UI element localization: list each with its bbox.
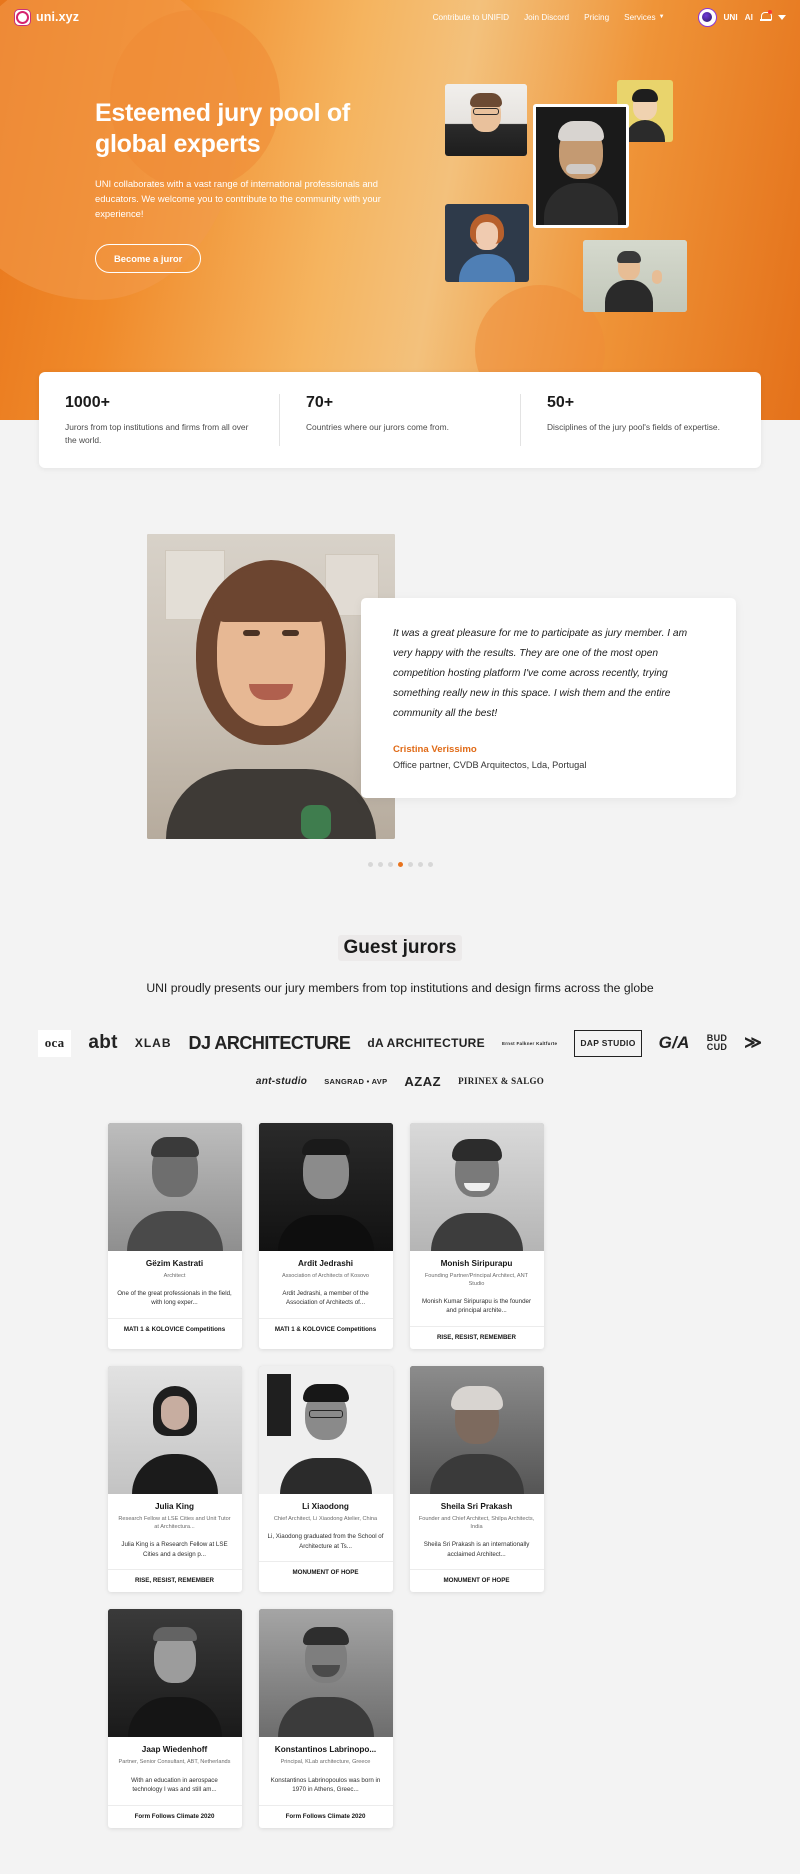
juror-card[interactable] <box>108 1366 242 1592</box>
juror-card-body <box>108 1494 242 1559</box>
juror-card-body <box>108 1251 242 1308</box>
juror-description: Sheila Sri Prakash is an internationally acclaimed Architect... <box>423 1541 530 1558</box>
nav-link-pricing[interactable]: Pricing <box>584 12 610 22</box>
juror-card-body <box>108 1737 242 1794</box>
partner-logos <box>44 1030 763 1095</box>
juror-photo-1 <box>445 84 527 156</box>
notifications-bell-icon[interactable] <box>760 11 771 23</box>
carousel-dot[interactable] <box>418 862 423 867</box>
juror-name: Sheila Sri Prakash <box>440 1501 513 1511</box>
juror-card-body <box>259 1251 393 1308</box>
juror-name: Jaap Wiedenhoff <box>141 1745 208 1755</box>
juror-card-photo <box>259 1609 393 1737</box>
juror-description: Julia King is a Research Fellow at LSE Cities and a design p... <box>121 1541 228 1558</box>
juror-competition-tag: Form Follows Climate 2020 <box>259 1805 393 1828</box>
juror-card-photo <box>410 1366 544 1494</box>
stat-item <box>520 394 761 446</box>
juror-photo-4 <box>445 204 529 282</box>
juror-role: Research Fellow at LSE Cities and Unit Tutor at Architectura... <box>118 1515 231 1531</box>
carousel-dot[interactable] <box>428 862 433 867</box>
logo-row-2 <box>120 1068 680 1095</box>
juror-card-photo <box>259 1366 393 1494</box>
juror-description: With an education in aerospace technology I was and still am... <box>131 1776 218 1794</box>
juror-card[interactable] <box>108 1123 242 1349</box>
juror-card-body <box>259 1494 393 1551</box>
testimonial <box>39 534 761 844</box>
stat-description: Jurors from top institutions and firms from all over the world. <box>65 422 249 445</box>
logo-da-architecture: dA ARCHITECTURE <box>367 1036 485 1051</box>
carousel-dot-active[interactable] <box>398 862 403 867</box>
carousel-dot[interactable] <box>378 862 383 867</box>
juror-card[interactable] <box>108 1609 242 1827</box>
juror-name: Konstantinos Labrinopo... <box>274 1745 377 1755</box>
juror-photo-3 <box>533 104 629 228</box>
logo-xlab: XLAB <box>134 1036 172 1051</box>
juror-role: Principal, KLab architecture, Greece <box>280 1759 371 1766</box>
carousel-dots[interactable] <box>0 862 800 867</box>
testimonial-photo <box>147 534 395 839</box>
stat-description: Countries where our jurors come from. <box>306 422 449 432</box>
juror-name: Li Xiaodong <box>302 1501 349 1511</box>
become-a-juror-button[interactable]: Become a juror <box>95 244 201 273</box>
stat-description: Disciplines of the jury pool's fields of expertise. <box>547 422 720 432</box>
stat-item <box>39 394 279 446</box>
brand-logo-link[interactable] <box>14 9 79 26</box>
logo-ernst-falkner: Ernst Falkner Kaltfurte <box>501 1040 558 1046</box>
page-title: Esteemed jury pool of global experts <box>95 99 350 158</box>
avatar[interactable] <box>698 8 717 27</box>
juror-competition-tag: MATI 1 & KOLOVICE Competitions <box>259 1318 393 1341</box>
juror-competition-tag: MONUMENT OF HOPE <box>410 1569 544 1592</box>
hero-subtitle: UNI collaborates with a vast range of international professionals and educators. We welcome you to contribute to the community with your experience! <box>95 178 381 220</box>
juror-card[interactable] <box>259 1123 393 1349</box>
logo-ga: G/A <box>658 1033 690 1053</box>
logo-azaz: AZAZ <box>404 1073 442 1089</box>
juror-card-photo <box>410 1123 544 1251</box>
logo-dj-architecture: DJ ARCHITECTURE <box>188 1032 351 1053</box>
top-navigation-bar <box>0 0 800 34</box>
hero-copy <box>95 98 425 273</box>
juror-card[interactable] <box>410 1123 544 1349</box>
carousel-dot[interactable] <box>388 862 393 867</box>
stat-item <box>279 394 520 446</box>
logo-dap-studio: DAP STUDIO <box>574 1030 641 1057</box>
brand-name: uni.xyz <box>36 10 80 24</box>
section-title: Guest jurors <box>338 935 463 961</box>
logo-sangrad-avp: SANGRAD • AVP <box>324 1076 388 1086</box>
juror-description: Konstantinos Labrinopoulos was born in 1970 in Athens, Greec... <box>270 1776 381 1794</box>
testimonial-card <box>361 598 736 798</box>
juror-name: Julia King <box>154 1501 195 1511</box>
juror-card-photo <box>108 1366 242 1494</box>
juror-card[interactable] <box>410 1366 544 1592</box>
juror-competition-tag: Form Follows Climate 2020 <box>108 1805 242 1828</box>
juror-description: Li, Xiaodong graduated from the School of Architecture at Ts... <box>267 1533 384 1550</box>
nav-services-label: Services <box>624 12 656 22</box>
juror-card-photo <box>108 1123 242 1251</box>
juror-card-body <box>259 1737 393 1794</box>
juror-card-photo <box>108 1609 242 1737</box>
juror-card[interactable] <box>259 1609 393 1827</box>
juror-role: Founder and Chief Architect, Shilpa Architects, India <box>418 1515 535 1531</box>
juror-name: Gëzim Kastrati <box>145 1258 204 1268</box>
stat-number: 50+ <box>547 394 575 411</box>
notification-dot <box>768 10 772 14</box>
juror-card-photo <box>259 1123 393 1251</box>
juror-card[interactable] <box>259 1366 393 1592</box>
carousel-dot[interactable] <box>408 862 413 867</box>
section-heading-row <box>0 935 800 961</box>
testimonial-author-name: Cristina Verissimo <box>393 743 477 755</box>
stat-number: 1000+ <box>65 394 110 411</box>
juror-role: Partner, Senior Consultant, ABT, Netherlands <box>118 1759 231 1766</box>
section-subtitle: UNI proudly presents our jury members from top institutions and design firms across the globe <box>146 981 654 996</box>
testimonial-author-role: Office partner, CVDB Arquitectos, Lda, Portugal <box>393 759 587 770</box>
juror-competition-tag: RISE, RESIST, REMEMBER <box>410 1326 544 1349</box>
stats-card <box>39 372 761 468</box>
ai-badge[interactable]: AI <box>744 12 753 22</box>
carousel-dot[interactable] <box>368 862 373 867</box>
user-menu-chevron-down-icon[interactable] <box>778 15 786 20</box>
logo-oca: oca <box>38 1030 72 1057</box>
juror-competition-tag: RISE, RESIST, REMEMBER <box>108 1569 242 1592</box>
hero-photo-collage <box>445 72 705 312</box>
uni-logo-icon <box>14 9 31 26</box>
nav-link-contribute[interactable]: Contribute to UNIFID <box>432 12 510 22</box>
juror-photo-5 <box>583 240 687 312</box>
juror-name: Ardit Jedrashi <box>297 1258 354 1268</box>
chevron-down-icon: ▼ <box>658 14 665 21</box>
user-name-label: UNI <box>723 12 738 22</box>
nav-link-discord[interactable]: Join Discord <box>524 12 570 22</box>
testimonial-quote: It was a great pleasure for me to participate as jury member. I am very happy with the results. They are one of the most open competition hosting platform I've come across recently, trying something really new in this space. I wish them and the entire community all the best! <box>393 628 688 719</box>
juror-role: Association of Architects of Kosovo <box>281 1272 370 1279</box>
logo-budcud: BUD CUD <box>706 1032 728 1053</box>
juror-card-body <box>410 1251 544 1316</box>
logo-row-1 <box>44 1030 763 1057</box>
hero-section <box>0 0 800 420</box>
guest-jurors-section <box>0 907 800 1874</box>
stat-number: 70+ <box>306 394 334 411</box>
juror-role: Chief Architect, Li Xiaodong Atelier, China <box>273 1515 378 1522</box>
logo-pirinex-salgo: PIRINEX & SALGO <box>458 1076 545 1087</box>
testimonial-section <box>0 468 800 907</box>
juror-role: Architect <box>163 1272 186 1279</box>
nav-links <box>433 8 786 27</box>
juror-role: Founding Partner/Principal Architect, ANT Studio <box>424 1272 529 1287</box>
logo-arrow-mark: ≫ <box>744 1033 763 1053</box>
juror-cards-grid <box>108 1123 693 1828</box>
juror-description: Ardit Jedrashi, a member of the Association of Architects of... <box>282 1289 369 1307</box>
logo-ant-studio: ant-studio <box>255 1075 308 1087</box>
juror-description: One of the great professionals in the field, with long exper... <box>117 1289 232 1307</box>
logo-abt: abt <box>88 1032 118 1054</box>
juror-competition-tag: MONUMENT OF HOPE <box>259 1561 393 1584</box>
juror-description: Monish Kumar Siripurapu is the founder and principal archite... <box>421 1297 532 1315</box>
nav-menu-services[interactable] <box>624 13 664 22</box>
nav-user-area <box>698 8 786 27</box>
juror-competition-tag: MATI 1 & KOLOVICE Competitions <box>108 1318 242 1341</box>
juror-name: Monish Siripurapu <box>440 1258 513 1268</box>
juror-card-body <box>410 1494 544 1559</box>
